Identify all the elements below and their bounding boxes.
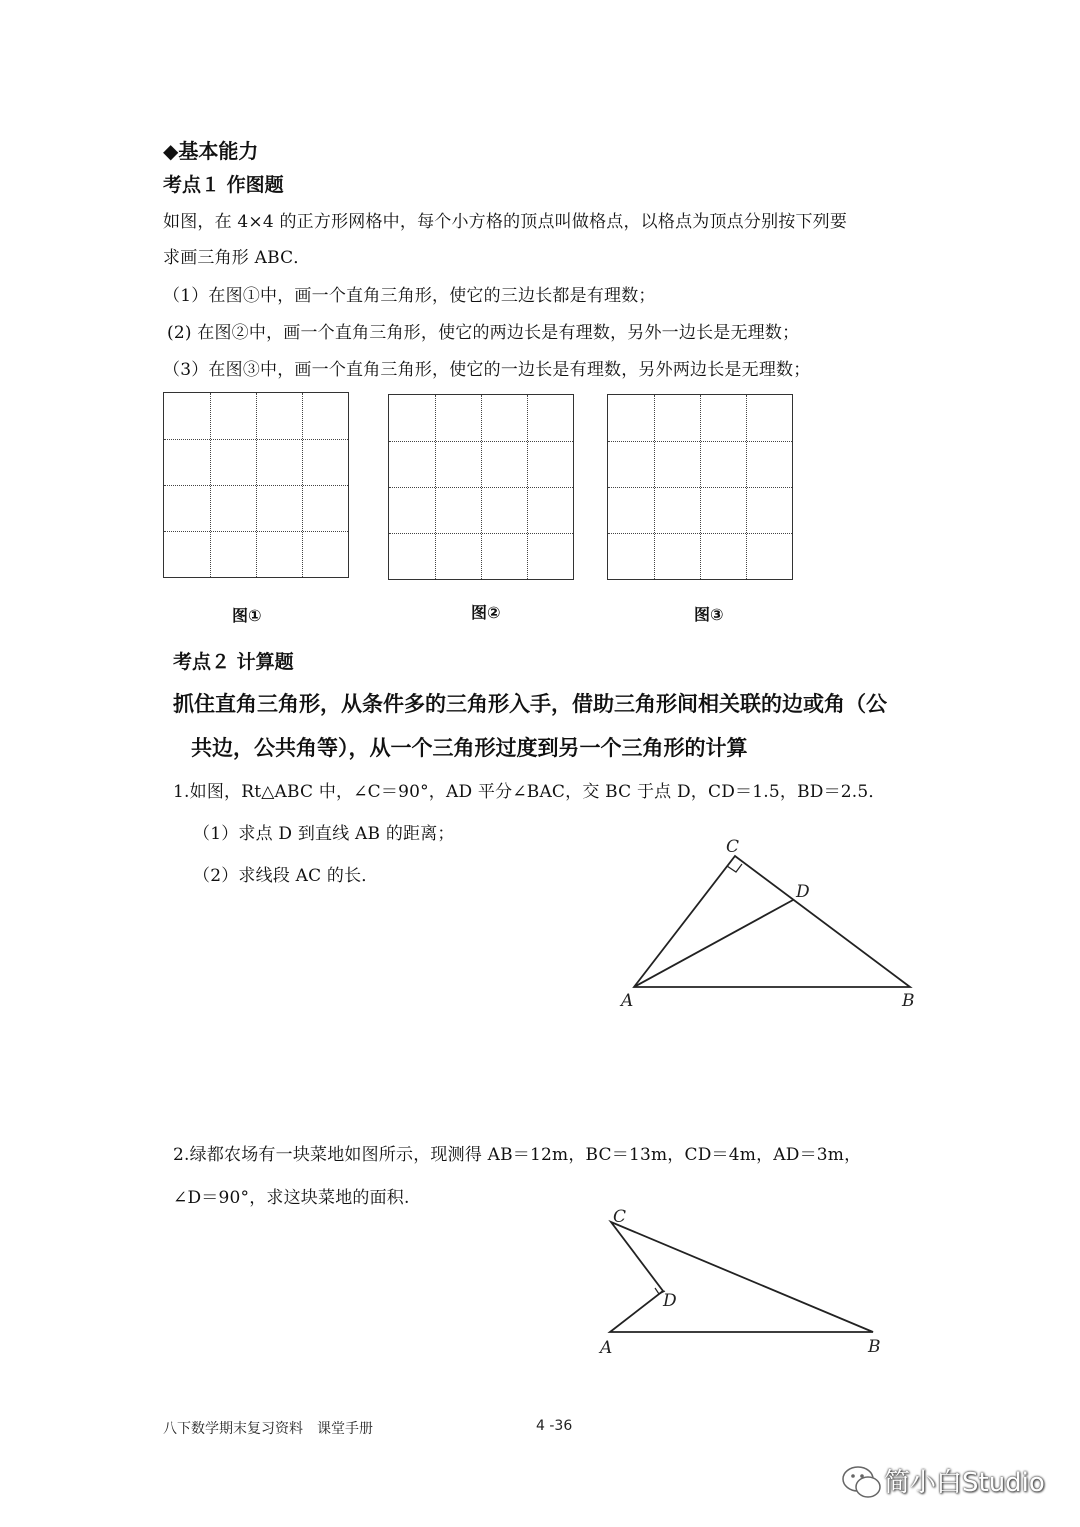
label-c: C [613,1207,627,1227]
point1-intro-line2: 求画三角形 ABC． [163,248,311,268]
point2-tip-line1: 抓住直角三角形，从条件多的三角形入手，借助三角形间相关联的边或角（公 [173,692,887,716]
footer-title: 八下数学期末复习资料 课堂手册 [163,1421,373,1437]
segment-ad [634,900,793,987]
caption-figure-2: 图② [471,603,501,622]
caption-figure-3: 图③ [694,605,724,624]
label-c: C [726,837,740,857]
label-a: A [621,991,634,1011]
point2-title: 考点２ 计算题 [173,651,294,673]
point1-item-3: （3）在图③中，画一个直角三角形，使它的一边长是有理数，另外两边长是无理数； [163,360,811,380]
triangle-abc [634,856,910,987]
section-heading: ◆基本能力 [163,139,259,163]
wechat-icon [840,1462,884,1502]
q1-triangle-figure [600,830,940,1020]
point1-title: 考点１ 作图题 [163,174,284,196]
q2-stem-line2: ∠D＝90°，求这块菜地的面积. [173,1188,410,1208]
watermark-text: 简小白Studio [884,1468,1045,1498]
q2-quadrilateral-figure [590,1200,910,1365]
footer-page-number: 4 -36 [536,1418,573,1434]
point1-intro-line1: 如图，在 4×4 的正方形网格中，每个小方格的顶点叫做格点，以格点为顶点分别按下列要 [163,212,848,232]
right-angle-mark-c [727,864,742,872]
quadrilateral-abcd [610,1222,873,1332]
q1-sub2: （2）求线段 AC 的长． [193,866,379,886]
grid-figure-3 [607,394,793,580]
q2-stem-line1: 2.绿都农场有一块菜地如图所示，现测得 AB＝12m，BC＝13m，CD＝4m，AD＝3m， [173,1145,862,1165]
grid-figure-1 [163,392,349,578]
label-a: A [600,1338,613,1358]
label-b: B [902,991,915,1011]
caption-figure-1: 图① [232,606,262,625]
q1-sub1: （1）求点 D 到直线 AB 的距离； [193,824,455,844]
point2-tip-line2: 共边，公共角等），从一个三角形过度到另一个三角形的计算 [191,736,748,760]
label-b: B [868,1337,881,1357]
point1-item-2: (2) 在图②中，画一个直角三角形，使它的两边长是有理数，另外一边长是无理数； [167,323,800,343]
grid-figure-2 [388,394,574,580]
label-d: D [796,882,810,902]
q1-stem: 1.如图，Rt△ABC 中，∠C＝90°，AD 平分∠BAC，交 BC 于点 D，CD＝1.5，BD＝2.5． [173,782,886,802]
point1-item-1: （1）在图①中，画一个直角三角形，使它的三边长都是有理数； [163,286,656,306]
label-d: D [663,1291,677,1311]
